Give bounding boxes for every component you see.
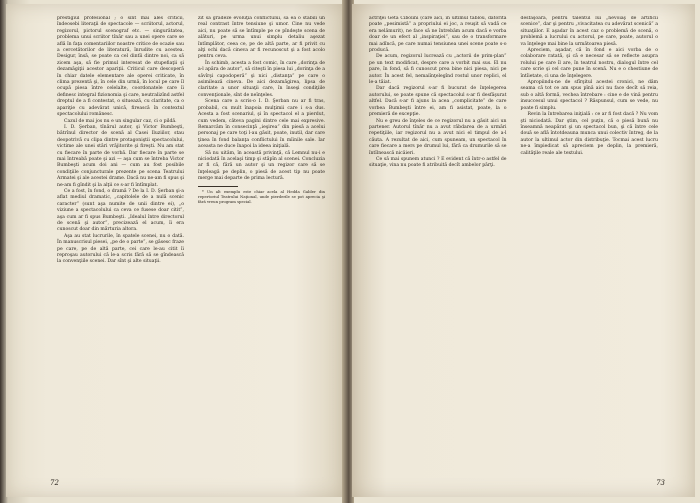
paragraph: De acum, regizorul lucrează cu „actorii de prim-plan” pe un text modificat, despre care a vorbit mai sus. El nu pare, în fond, să fi cunoscut prea bine nici piesa, nici pe autor. În acest fel, nemaiînţelegînd rostul unor replici, el le-a tăiat. bbox=[369, 54, 507, 86]
paragraph: Revin la întrebarea iniţială : ce ar fi fost dacă ? Nu vom şti niciodată. Dar ştim, cel puţin, că o piesă bună nu înseamnă neapărat şi un spectacol bun, şi că între cele două se află întotdeauna munca unui colectiv întreg, de la autor la ultimul actor din distribuţie. Tocmai acest lucru ne-a împiedicat să apreciem pe deplin, la premieră, calităţile reale ale textului. bbox=[520, 112, 658, 156]
paragraph: I. D. Şerban, tînărul autor, şi Victor Bumbeşti, bătrînul director de scenă al Casei Iluziilor, stau deopotrivă cu clipa dintre protagoniştii spectacolului, victime ale unei stări vrăjitorite şi fireşti. Nu am stat cu fiecare în parte de vorbă. Dar fiecare în parte se mai întreabă poate şi azi — aşa cum se întreba Victor Bumbeşti acum doi ani — cum au fost posibile condiţiile conjuncturale prezente pe scena Teatrului Armatei şi ale acestei drame. Dacă nu ne-am fi spus şi ne-am fi gîndit şi la alţii ce s-ar fi întîmplat. bbox=[57, 124, 184, 188]
paragraph: actriţei Geta Cibolini (care aici, în ultimul tablou, datorită poate „pesimistă” a propriului ei joc, a reuşit să vadă ce era nelămurit), ne face să ne întrebăm acum dacă e vorba doar de un efect al „inspiraţiei”, sau de o transformare mai adîncă, pe care numai tensiunea unei scene poate s-o producă. bbox=[369, 16, 507, 54]
paragraph: Dar dacă regizorul s-ar fi bucurat de înţelegerea autorului, se poate spune că spectacolul s-ar fi desfăşurat altfel. Dacă s-ar fi ajuns la acea „complicitate” de care vorbea Bumbeşti între ei, am fi asistat, poate, la o premieră de excepţie. bbox=[369, 86, 507, 118]
paragraph: Ce să mai spunem atunci ? E evident că într-o astfel de situaţie, vina nu poate fi atribuită decît ambelor părţi. bbox=[369, 156, 507, 169]
left-page-column-2 bbox=[191, 16, 332, 471]
paragraph: Ce a fost, în fond, o dramă ? De la I. D. Şerban şi-a aflat mediul dramatic, „capitolele de a nulă scenic caracter” (sunt aşa numite de unii dintre ei), „o viziune a spectacolului ca ceva ce fusese doar citit”, aşa cum ar fi spus Bumbeşti. „Idealul între directorul de scenă şi autor”, precizează el acum, îi era cunoscut doar din mărturia altora. bbox=[57, 188, 184, 233]
right-page bbox=[352, 4, 695, 497]
page-number-right: 73 bbox=[656, 479, 665, 487]
paragraph: desfăşoară, pentru talentul lui „nevoiaş de artificii scenice”, dar şi pentru „vivacitatea cu adevărat scenică” a situaţiilor. E aşadar în acest caz o problemă de scenă, o problemă a lucrului cu actorul, pe care, poate, autorul o va înţelege mai bine la următoarea piesă. bbox=[520, 16, 658, 47]
paragraph: Scena care a scris-o I. D. Şerban nu ar fi tras, probabil, cu mult înapoia mulţimii care i s-a dus. Acesta a fost scenariul, şi în spectacol el a pierdut, cum vedem, câteva pagini dintre cele mai expresive. Remarcăm în consecinţă „ieşirea” din piesă a acelui personaj pe care toţi l-au găsit, poate, inutil, dar care ţinea în fond balanţa conflictului în mîinile sale. Iar aceasta ne duce înapoi la ideea iniţială. bbox=[198, 99, 325, 150]
paragraph: Cazul de mai jos nu e un singular caz, ci o pildă. bbox=[64, 118, 177, 124]
footnote-divider bbox=[198, 186, 238, 187]
left-page bbox=[6, 4, 344, 497]
paragraph: Apropiindu-ne de sfîrşitul acestei cronici, ne dăm seama că tot ce am spus pînă aici nu face decît să reia, sub o altă formă, vechea întrebare : cine e de vină pentru insuccesul unui spectacol ? Răspunsul, cum se vede, nu poate fi simplu. bbox=[520, 80, 658, 111]
left-page-columns bbox=[50, 16, 332, 471]
paragraph: Să nu uităm, în această privinţă, că Lemnul nu-i e niciodată în acelaşi timp şi stăpîn al scenei. Concluzia ar fi că, fără un autor şi un regizor care să se înţeleagă pe deplin, o piesă de acest tip nu poate merge mai departe de prima lectură. bbox=[198, 150, 325, 182]
footnote: * Un alt exemplu este chiar acela al Hedda Gabler din repertoriul Teatrului Naţional, unde pierderile se pot aprecia şi fără vreun program special. bbox=[198, 188, 325, 204]
paragraph: Nu e greu de înţeles de ce regizorul nu a găsit aici un partener. Autorul tînăr nu a avut răbdarea de a urmări repetiţiile, iar regizorul nu a avut nici el timpul de a-l căuta. A rezultat de aici, cum spuneam, un spectacol în care fiecare a mers pe drumul lui, fără ca drumurile să se întîlnească nicăieri. bbox=[369, 118, 507, 156]
right-page-columns bbox=[362, 16, 665, 471]
right-page-column-1 bbox=[362, 16, 514, 471]
right-page-column-2 bbox=[514, 16, 666, 471]
paragraph: prestigiul profesional ; o sînt mai ales criticii, îndeosebi literaţii de spectacole — scriitorul, actorul, regizorul, pictorul scenograf etc. — singurătatea, problema unui scriitor tînăr sau a unei opere care se află în faţa comentariilor noastre critice de ocazie sau a cercetătorilor de literatură, înrudite cu acestea. Desigur, însă, se poate ca cel dintîi dintre noi, ca să zicem aşa, să fie primul interesat de stupefiaţii şi dezamăgiţii acestor apariţii. Criticul care descoperă în chiar datele elementare ale operei criticate, în clima prezentă şi, în cele din urmă, în locul pe care îl ocupă piesa între celelalte, coordonatele care îi definesc integral fizionomia şi care, neutralizînd astfel dreptul de a fi contestat, o situează, cu claritate, ca o apariţie cu adevărat unică, firească în contextul spectacolului românesc. bbox=[57, 16, 184, 118]
paragraph: Aşa au stat lucrurile, în spatele scenei, nu o dată. În manuscrisul piesei, „pe de o parte”, se găsesc fraze pe care, pe de altă parte, cei care le-au citit îi reproşau autorului că le-a scris fără să se gîndească la convenţiile scenei. Dar sînt şi alte situaţii. bbox=[57, 233, 184, 265]
paragraph: Apreciem, aşadar, că în fond e aici vorba de o colaborare ratată, şi că e necesar să se reflecte asupra rolului pe care îl are, în teatrul nostru, dialogul între cel care scrie şi cel care pune în scenă. Nu e o chestiune de întîietate, ci una de înţelegere. bbox=[520, 48, 658, 79]
paragraph: zit să gradeze evoluţia conflictului, să ea o stabili un real contrast între tensiune şi umor. Cine nu vede aici, nu poate să se întîmple pe ce pîndeşte scena de alături, pe urma unui simplu detaliu aşezat întîmplător, ceea ce, pe de altă parte, ar fi privit cu alţi ochi dacă cineva ar fi recunoscut şi a fost acolo pentru ceva. bbox=[198, 16, 325, 60]
paragraph: În schimb, acesta a fost comic, în care „dorinţa de a-l apăra de autor”, să citeşti în piesa lui „dorinţa de a săvîrşi capodoperă” şi nici „distanţa” pe care o asimilează cineva. De aici dezamăgirea, lipsa de claritate a unor situaţii care, în înseşi condiţiile convenţionale, sînt de neînţeles. bbox=[198, 60, 325, 98]
left-page-column-1 bbox=[50, 16, 191, 471]
page-number-left: 72 bbox=[50, 479, 59, 487]
